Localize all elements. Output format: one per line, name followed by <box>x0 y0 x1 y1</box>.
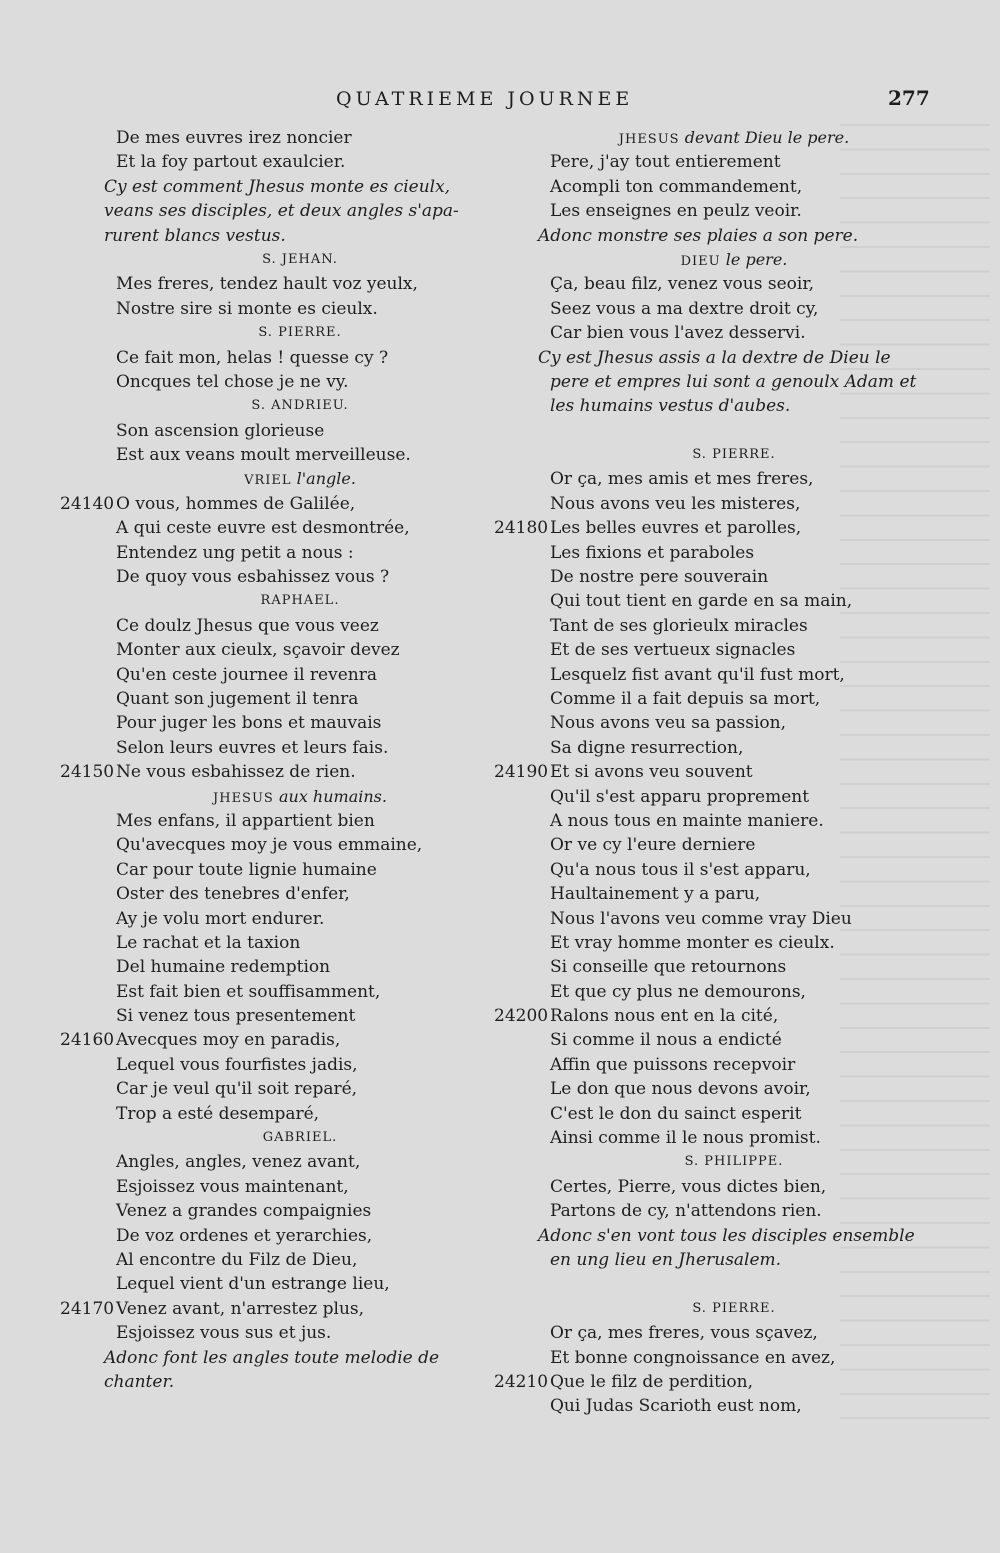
speaker-name: GABRIEL. <box>262 1130 338 1146</box>
verse-line <box>494 1321 934 1345</box>
line-number: 24170 <box>60 1298 115 1319</box>
verse-line <box>60 907 500 931</box>
verse-line <box>60 614 500 638</box>
left-column <box>60 126 500 1394</box>
verse-line <box>60 931 500 955</box>
speaker-name: S. PIERRE. <box>692 447 776 463</box>
speaker-heading <box>494 443 934 467</box>
verse-line <box>494 955 934 979</box>
verse-text: Qui tout tient en garde en sa main, <box>550 591 853 612</box>
speaker-note: aux humains. <box>278 786 387 806</box>
verse-line <box>60 955 500 979</box>
verse-text: Et vray homme monter es cieulx. <box>550 932 835 953</box>
verse-line <box>494 980 934 1004</box>
verse-line <box>60 150 500 174</box>
verse-text: Nous avons veu les misteres, <box>550 493 801 514</box>
verse-text: Si venez tous presentement <box>116 1006 356 1027</box>
verse-line <box>60 126 500 150</box>
verse-text: Est aux veans moult merveilleuse. <box>116 445 411 466</box>
verse-line <box>494 1053 934 1077</box>
speaker-heading <box>494 248 934 272</box>
stage-direction-text: en ung lieu en Jherusalem. <box>550 1249 782 1270</box>
verse-text: Ralons nous ent en la cité, <box>550 1006 779 1027</box>
stage-direction <box>494 224 934 248</box>
verse-text: A qui ceste euvre est desmontrée, <box>116 518 410 539</box>
verse-line <box>494 809 934 833</box>
verse-text: De voz ordenes et yerarchies, <box>116 1225 373 1246</box>
verse-line <box>60 419 500 443</box>
verse-line <box>60 882 500 906</box>
verse-line <box>60 1224 500 1248</box>
verse-text: De nostre pere souverain <box>550 567 769 588</box>
verse-text: Si comme il nous a endicté <box>550 1030 782 1051</box>
verse-line <box>60 711 500 735</box>
verse-text: Qu'en ceste journee il revenra <box>116 664 377 685</box>
verse-text: A nous tous en mainte maniere. <box>550 810 824 831</box>
verse-line <box>494 1126 934 1150</box>
verse-line <box>60 1077 500 1101</box>
speaker-heading <box>60 785 500 809</box>
stage-direction <box>60 224 500 248</box>
verse-text: Nous avons veu sa passion, <box>550 713 787 734</box>
stage-direction <box>494 370 934 394</box>
verse-text: Car je veul qu'il soit reparé, <box>116 1079 358 1100</box>
speaker-line <box>579 126 849 152</box>
verse-line <box>494 1102 934 1126</box>
speaker-name: DIEU <box>680 253 721 269</box>
verse-line <box>60 1004 500 1028</box>
speaker-heading <box>60 589 500 613</box>
line-number: 24160 <box>60 1030 115 1051</box>
speaker-heading <box>494 126 934 150</box>
verse-text: Partons de cy, n'attendons rien. <box>550 1201 822 1222</box>
stage-direction-text: chanter. <box>104 1371 175 1392</box>
blank-line <box>494 419 934 443</box>
stage-direction <box>60 175 500 199</box>
verse-text: Entendez ung petit a nous : <box>116 542 354 563</box>
verse-text: Selon leurs euvres et leurs fais. <box>116 737 389 758</box>
verse-text: Les fixions et paraboles <box>550 542 755 563</box>
speaker-name: JHESUS <box>618 132 680 147</box>
stage-direction-text: Cy est Jhesus assis a la dextre de Dieu le <box>538 347 891 368</box>
verse-line <box>494 321 934 345</box>
verse-line <box>60 492 500 516</box>
verse-line <box>494 272 934 296</box>
verse-line <box>60 760 500 784</box>
verse-text: Nous l'avons veu comme vray Dieu <box>550 908 852 929</box>
verse-text: Et que cy plus ne demourons, <box>550 981 806 1002</box>
verse-text: Lequel vous fourfistes jadis, <box>116 1054 358 1075</box>
line-number: 24140 <box>60 493 115 514</box>
verse-line <box>60 638 500 662</box>
speaker-heading <box>494 1150 934 1174</box>
verse-line <box>60 809 500 833</box>
verse-line <box>494 199 934 223</box>
speaker-name: S. PIERRE. <box>258 325 342 341</box>
verse-text: Pour juger les bons et mauvais <box>116 713 382 734</box>
verse-line <box>60 1150 500 1174</box>
verse-text: Esjoissez vous maintenant, <box>116 1176 349 1197</box>
verse-line <box>60 1248 500 1272</box>
line-number: 24150 <box>60 762 115 783</box>
verse-text: Et la foy partout exaulcier. <box>116 152 346 173</box>
verse-line <box>494 297 934 321</box>
verse-line <box>60 443 500 467</box>
verse-text: Et de ses vertueux signacles <box>550 640 796 661</box>
verse-line <box>494 736 934 760</box>
speaker-name: S. PIERRE. <box>692 1300 776 1316</box>
verse-line <box>60 1175 500 1199</box>
stage-direction <box>60 1346 500 1370</box>
verse-text: Qu'a nous tous il s'est apparu, <box>550 859 811 880</box>
speaker-line <box>223 1126 338 1150</box>
verse-line <box>60 272 500 296</box>
verse-line <box>494 760 934 784</box>
verse-line <box>494 1175 934 1199</box>
verse-line <box>60 1053 500 1077</box>
verse-line <box>60 370 500 394</box>
speaker-name: RAPHAEL. <box>260 593 340 609</box>
stage-direction-text: Adonc s'en vont tous les disciples ensemble <box>538 1225 915 1246</box>
verse-line <box>494 589 934 613</box>
verse-text: Monter aux cieulx, sçavoir devez <box>116 640 400 661</box>
verse-line <box>494 638 934 662</box>
verse-text: Acompli ton commandement, <box>550 176 803 197</box>
speaker-line <box>218 321 341 345</box>
verse-text: Ce doulz Jhesus que vous veez <box>116 615 379 636</box>
verse-line <box>60 1297 500 1321</box>
speaker-note: l'angle. <box>296 469 356 489</box>
stage-direction-text: les humains vestus d'aubes. <box>550 396 791 417</box>
verse-text: Ne vous esbahissez de rien. <box>116 762 356 783</box>
verse-text: Que le filz de perdition, <box>550 1371 753 1392</box>
verse-text: Quant son jugement il tenra <box>116 688 359 709</box>
verse-line <box>494 516 934 540</box>
stage-direction-text: Adonc font les angles toute melodie de <box>104 1347 440 1368</box>
speaker-name: S. JEHAN. <box>262 251 338 267</box>
verse-line <box>494 931 934 955</box>
speaker-line <box>652 1297 775 1321</box>
verse-text: Comme il a fait depuis sa mort, <box>550 688 821 709</box>
verse-text: Tant de ses glorieulx miracles <box>550 615 808 636</box>
verse-text: O vous, hommes de Galilée, <box>116 493 356 514</box>
verse-text: Avecques moy en paradis, <box>116 1030 341 1051</box>
verse-line <box>494 833 934 857</box>
speaker-note: devant Dieu le pere. <box>684 128 850 147</box>
verse-line <box>494 175 934 199</box>
verse-line <box>494 711 934 735</box>
stage-direction-text: Adonc monstre ses plaies a son pere. <box>538 225 859 246</box>
verse-line <box>60 1321 500 1345</box>
verse-text: Seez vous a ma dextre droit cy, <box>550 298 819 319</box>
verse-text: Qu'il s'est apparu proprement <box>550 786 810 807</box>
verse-line <box>494 785 934 809</box>
verse-text: Del humaine redemption <box>116 957 331 978</box>
verse-text: Or ça, mes freres, vous sçavez, <box>550 1323 818 1344</box>
verse-text: Et bonne congnoissance en avez, <box>550 1347 836 1368</box>
verse-line <box>60 516 500 540</box>
stage-direction <box>494 394 934 418</box>
line-number: 24210 <box>494 1371 549 1392</box>
speaker-line <box>204 467 356 493</box>
running-header: QUATRIEME JOURNEE <box>336 88 634 110</box>
verse-line <box>60 346 500 370</box>
verse-text: Pere, j'ay tout entierement <box>550 152 781 173</box>
verse-text: Trop a esté desemparé, <box>116 1103 320 1124</box>
speaker-line <box>652 443 775 467</box>
verse-line <box>60 833 500 857</box>
verse-line <box>494 858 934 882</box>
stage-direction-text: rurent blancs vestus. <box>104 225 286 246</box>
speaker-line <box>641 248 788 274</box>
verse-line <box>494 1077 934 1101</box>
verse-line <box>494 1199 934 1223</box>
verse-text: Oster des tenebres d'enfer, <box>116 884 350 905</box>
verse-line <box>494 1004 934 1028</box>
verse-text: Si conseille que retournons <box>550 957 787 978</box>
verse-text: Qu'avecques moy je vous emmaine, <box>116 835 423 856</box>
verse-line <box>494 150 934 174</box>
verse-line <box>60 297 500 321</box>
verse-line <box>494 467 934 491</box>
verse-text: Les belles euvres et parolles, <box>550 518 802 539</box>
line-number: 24190 <box>494 762 549 783</box>
page-number: 277 <box>888 86 930 110</box>
verse-line <box>494 1394 934 1418</box>
verse-line <box>60 541 500 565</box>
verse-text: Ainsi comme il le nous promist. <box>550 1128 821 1149</box>
verse-text: Mes freres, tendez hault voz yeulx, <box>116 274 418 295</box>
speaker-heading <box>60 467 500 491</box>
verse-line <box>60 663 500 687</box>
verse-text: Sa digne resurrection, <box>550 737 744 758</box>
verse-text: Le don que nous devons avoir, <box>550 1079 811 1100</box>
speaker-heading <box>60 321 500 345</box>
verse-text: C'est le don du sainct esperit <box>550 1103 802 1124</box>
speaker-note: le pere. <box>725 249 788 269</box>
verse-line <box>60 858 500 882</box>
right-column <box>494 126 934 1419</box>
verse-text: Ça, beau filz, venez vous seoir, <box>550 274 814 295</box>
speaker-heading <box>494 1297 934 1321</box>
verse-text: Angles, angles, venez avant, <box>116 1152 361 1173</box>
speaker-line <box>173 785 387 811</box>
stage-direction <box>494 1224 934 1248</box>
speaker-name: VRIEL <box>244 473 292 489</box>
verse-line <box>494 492 934 516</box>
stage-direction <box>494 1248 934 1272</box>
verse-line <box>494 1370 934 1394</box>
verse-text: De mes euvres irez noncier <box>116 128 352 148</box>
verse-line <box>60 565 500 589</box>
speaker-line <box>211 394 348 418</box>
verse-line <box>494 565 934 589</box>
verse-text: Son ascension glorieuse <box>116 420 325 441</box>
stage-direction-text: veans ses disciples, et deux angles s'apa- <box>104 201 459 222</box>
speaker-line <box>222 248 338 272</box>
verse-line <box>494 907 934 931</box>
verse-text: Est fait bien et souffisamment, <box>116 981 381 1002</box>
verse-text: Lequel vient d'un estrange lieu, <box>116 1274 390 1295</box>
verse-text: Car pour toute lignie humaine <box>116 859 377 880</box>
stage-direction <box>494 346 934 370</box>
verse-text: Ay je volu mort endurer. <box>116 908 325 929</box>
verse-text: Affin que puissons recepvoir <box>550 1054 796 1075</box>
verse-line <box>494 687 934 711</box>
verse-line <box>494 1028 934 1052</box>
stage-direction <box>60 199 500 223</box>
verse-line <box>494 882 934 906</box>
verse-text: Or ve cy l'eure derniere <box>550 835 756 856</box>
speaker-heading <box>60 1126 500 1150</box>
verse-text: Car bien vous l'avez desservi. <box>550 323 806 344</box>
verse-text: Les enseignes en peulz veoir. <box>550 201 802 222</box>
verse-text: Oncques tel chose je ne vy. <box>116 371 349 392</box>
stage-direction-text: pere et empres lui sont a genoulx Adam et <box>550 371 917 392</box>
verse-text: Certes, Pierre, vous dictes bien, <box>550 1176 827 1197</box>
verse-line <box>60 1028 500 1052</box>
verse-line <box>60 980 500 1004</box>
speaker-heading <box>60 394 500 418</box>
verse-text: Le rachat et la taxion <box>116 932 301 953</box>
verse-text: De quoy vous esbahissez vous ? <box>116 567 390 588</box>
stage-direction-text: Cy est comment Jhesus monte es cieulx, <box>104 176 451 197</box>
verse-text: Mes enfans, il appartient bien <box>116 810 375 831</box>
verse-text: Et si avons veu souvent <box>550 762 753 783</box>
verse-text: Lesquelz fist avant qu'il fust mort, <box>550 664 845 685</box>
speaker-name: JHESUS <box>213 790 274 806</box>
line-number: 24200 <box>494 1006 549 1027</box>
verse-text: Haultainement y a paru, <box>550 884 761 905</box>
stage-direction <box>60 1370 500 1394</box>
verse-line <box>494 1346 934 1370</box>
speaker-name: S. PHILIPPE. <box>684 1154 784 1170</box>
speaker-heading <box>60 248 500 272</box>
verse-line <box>494 541 934 565</box>
verse-text: Venez a grandes compaignies <box>116 1201 372 1222</box>
verse-line <box>60 736 500 760</box>
speaker-line <box>221 589 340 613</box>
verse-line <box>60 1272 500 1296</box>
verse-line <box>60 1199 500 1223</box>
verse-line <box>494 614 934 638</box>
speaker-line <box>645 1150 784 1174</box>
verse-line <box>60 1102 500 1126</box>
verse-text: Qui Judas Scarioth eust nom, <box>550 1396 802 1417</box>
verse-text: Or ça, mes amis et mes freres, <box>550 469 814 490</box>
speaker-name: S. ANDRIEU. <box>251 398 349 414</box>
verse-line <box>60 687 500 711</box>
line-number: 24180 <box>494 518 549 539</box>
verse-line <box>494 663 934 687</box>
verse-text: Venez avant, n'arrestez plus, <box>116 1298 365 1319</box>
verse-text: Nostre sire si monte es cieulx. <box>116 298 378 319</box>
verse-text: Al encontre du Filz de Dieu, <box>116 1249 358 1270</box>
verse-text: Esjoissez vous sus et jus. <box>116 1323 332 1344</box>
blank-line <box>494 1272 934 1296</box>
verse-text: Ce fait mon, helas ! quesse cy ? <box>116 347 389 368</box>
